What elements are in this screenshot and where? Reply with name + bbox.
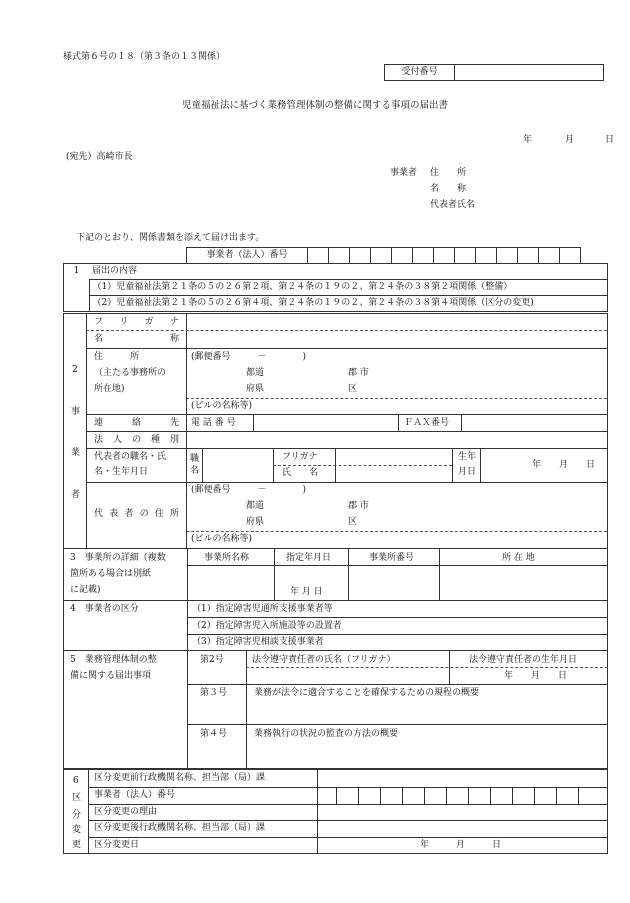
section-6-side-char: 区 (72, 793, 82, 803)
receipt-label: 受付番号 (385, 65, 455, 81)
item-4-label: 第４号 (200, 729, 228, 739)
section-1 (63, 263, 608, 312)
section-1-title: 届出の内容 (89, 264, 608, 280)
rep-todo-label: 都道 (246, 501, 265, 511)
section-6 (63, 769, 608, 854)
corp-number-digit[interactable] (476, 248, 497, 264)
item-3-label: 第３号 (200, 688, 228, 698)
section-1-option-1[interactable]: （1）児童福祉法第２１条の５の２６第２項、第２４条の１９の２、第２４条の３８第２項関係（整備） (89, 280, 608, 296)
rep-furigana-label: フリガナ (282, 452, 318, 462)
applicant-address-label: 住 所 (430, 168, 467, 178)
section-6-corp-number-label: 事業者（法人）番号 (94, 790, 176, 800)
rep-postal-code[interactable]: (郵便番号 － ) (191, 485, 307, 495)
corp-number-digit[interactable] (497, 248, 518, 264)
officer-birth-header: 法令遵守責任者の生年月日 (469, 655, 578, 665)
intro-text: 下記のとおり、関係書類を添えて届け出ます。 (76, 233, 265, 243)
gun-label: 郡 市 (348, 368, 369, 378)
fuken-label: 府県 (246, 384, 265, 394)
rep-title-2: 名・生年月日 (94, 467, 149, 477)
address-sub-2: 所在地) (94, 384, 125, 394)
rules-summary-label: 業務が法令に適合することを確保するための規程の概要 (254, 688, 480, 698)
change-date-value[interactable]: 年 月 日 (420, 840, 502, 850)
section-5 (63, 651, 608, 769)
rep-gun-label: 郡 市 (348, 501, 369, 511)
applicant-name-label: 名 称 (430, 184, 467, 194)
section-2-number: 2 (72, 365, 78, 375)
receipt-number-field[interactable] (455, 65, 604, 81)
corp-number-digit[interactable] (308, 248, 329, 264)
audit-method-label: 業務執行の状況の監査の方法の概要 (254, 729, 399, 739)
section-3-line-1: 3 事業所の詳細（複数 (70, 553, 166, 563)
corp-number-row (186, 247, 581, 264)
contact-label: 連 絡 先 (94, 418, 179, 428)
section-2-body (86, 313, 608, 549)
addressee: (宛先）高崎市長 (66, 152, 133, 162)
corp-number-digit[interactable] (560, 248, 581, 264)
rep-fuken-label: 府県 (246, 517, 265, 527)
section-6-number: 6 (73, 776, 79, 786)
section-4-option-1[interactable]: （1）指定障害児通所支援事業者等 (192, 604, 333, 614)
designation-date-header: 指定年月日 (286, 553, 332, 563)
change-reason-label: 区分変更の理由 (94, 807, 158, 817)
rep-name-label: 氏 名 (282, 468, 319, 478)
todo-label: 都道 (246, 368, 265, 378)
section-2-side-char: 事 (71, 407, 81, 417)
corp-number-digit[interactable] (518, 248, 539, 264)
rep-address-label: 代 表 者 の 住 所 (94, 509, 179, 519)
section-4 (63, 601, 608, 651)
section-2-side-char: 者 (71, 490, 81, 500)
corp-number-digit[interactable] (434, 248, 455, 264)
corp-number-digit[interactable] (539, 248, 560, 264)
item-2-label: 第2号 (200, 655, 224, 665)
job-label-2: 名 (190, 466, 200, 476)
corp-number-label: 事業者（法人）番号 (187, 248, 308, 264)
name-label: 名 称 (94, 334, 179, 344)
corp-type-label: 法 人 の 種 別 (94, 435, 179, 445)
corp-number-digit[interactable] (350, 248, 371, 264)
phone-label: 電 話 番 号 (191, 418, 236, 428)
section-4-option-3[interactable]: （3）指定障害児相談支援事業者 (192, 637, 324, 647)
receipt-box (384, 64, 604, 81)
corp-number-digit[interactable] (413, 248, 434, 264)
corp-number-digit[interactable] (392, 248, 413, 264)
section-3 (63, 549, 608, 601)
section-1-option-2[interactable]: （2）児童福祉法第２１条の５の２６第４項、第２４条の１９の２、第２４条の３８第４項関係（区分の変更) (89, 296, 608, 312)
date-day: 日 (605, 135, 615, 145)
section-3-line-2: 箇所ある場合は別紙 (70, 569, 152, 579)
section-2-side (63, 313, 87, 549)
form-id: 様式第６号の１８（第３条の１３関係） (63, 52, 226, 62)
before-agency-label: 区分変更前行政機関名称、担当部（局）課 (94, 773, 266, 783)
job-label-1: 職 (190, 454, 200, 464)
rep-ku-label: 区 (348, 517, 358, 527)
rep-birth-date[interactable]: 年 月 日 (532, 460, 596, 470)
applicant-rep-label: 代表者氏名 (430, 200, 476, 210)
rep-title-1: 代表者の職名・氏 (94, 452, 167, 462)
address-sub-1: （主たる事務所の (94, 368, 167, 378)
rep-building-label[interactable]: (ビルの名称等) (191, 534, 253, 544)
corp-number-digit[interactable] (455, 248, 476, 264)
office-number-header: 事業所番号 (369, 553, 415, 563)
address-label: 住 所 (94, 352, 140, 362)
date-year: 年 (523, 135, 533, 145)
office-name-header: 事業所名称 (204, 553, 250, 563)
applicant-label: 事業者 (390, 168, 418, 178)
fax-label: ＦＡＸ番号 (404, 418, 450, 428)
birth-label-2: 月日 (458, 467, 477, 477)
section-5-line-2: 備に関する届出事項 (70, 671, 152, 681)
designation-date-value[interactable]: 年 月 日 (290, 587, 323, 597)
ku-label: 区 (348, 384, 358, 394)
document-title: 児童福祉法に基づく業務管理体制の整備に関する事項の届出書 (181, 100, 448, 111)
officer-name-header: 法令遵守責任者の氏名（フリガナ） (252, 655, 396, 665)
section-6-side-char: 分 (72, 810, 82, 820)
birth-label-1: 生年 (458, 452, 477, 462)
date-month: 月 (565, 135, 575, 145)
location-header: 所 在 地 (502, 553, 535, 563)
section-6-side-char: 更 (72, 840, 82, 850)
postal-code[interactable]: (郵便番号 － ) (191, 352, 307, 362)
building-label[interactable]: (ビルの名称等) (191, 401, 253, 411)
corp-number-digit[interactable] (371, 248, 392, 264)
after-agency-label: 区分変更後行政機関名称、担当部（局）課 (94, 823, 266, 833)
section-6-side-char: 変 (72, 825, 82, 835)
section-4-label: 4 事業者の区分 (70, 604, 139, 614)
corp-number-digit[interactable] (329, 248, 350, 264)
section-3-line-3: に記載) (70, 585, 101, 595)
section-5-line-1: 5 業務管理体制の整 (70, 655, 157, 665)
change-date-label: 区分変更日 (94, 840, 140, 850)
officer-birth-date[interactable]: 年 月 日 (504, 671, 568, 681)
section-4-option-2[interactable]: （2）指定障害児入所施設等の設置者 (192, 621, 342, 631)
section-1-number: 1 (64, 264, 90, 280)
section-2-side-char: 業 (71, 448, 81, 458)
furigana-label: フ リ ガ ナ (94, 317, 179, 327)
